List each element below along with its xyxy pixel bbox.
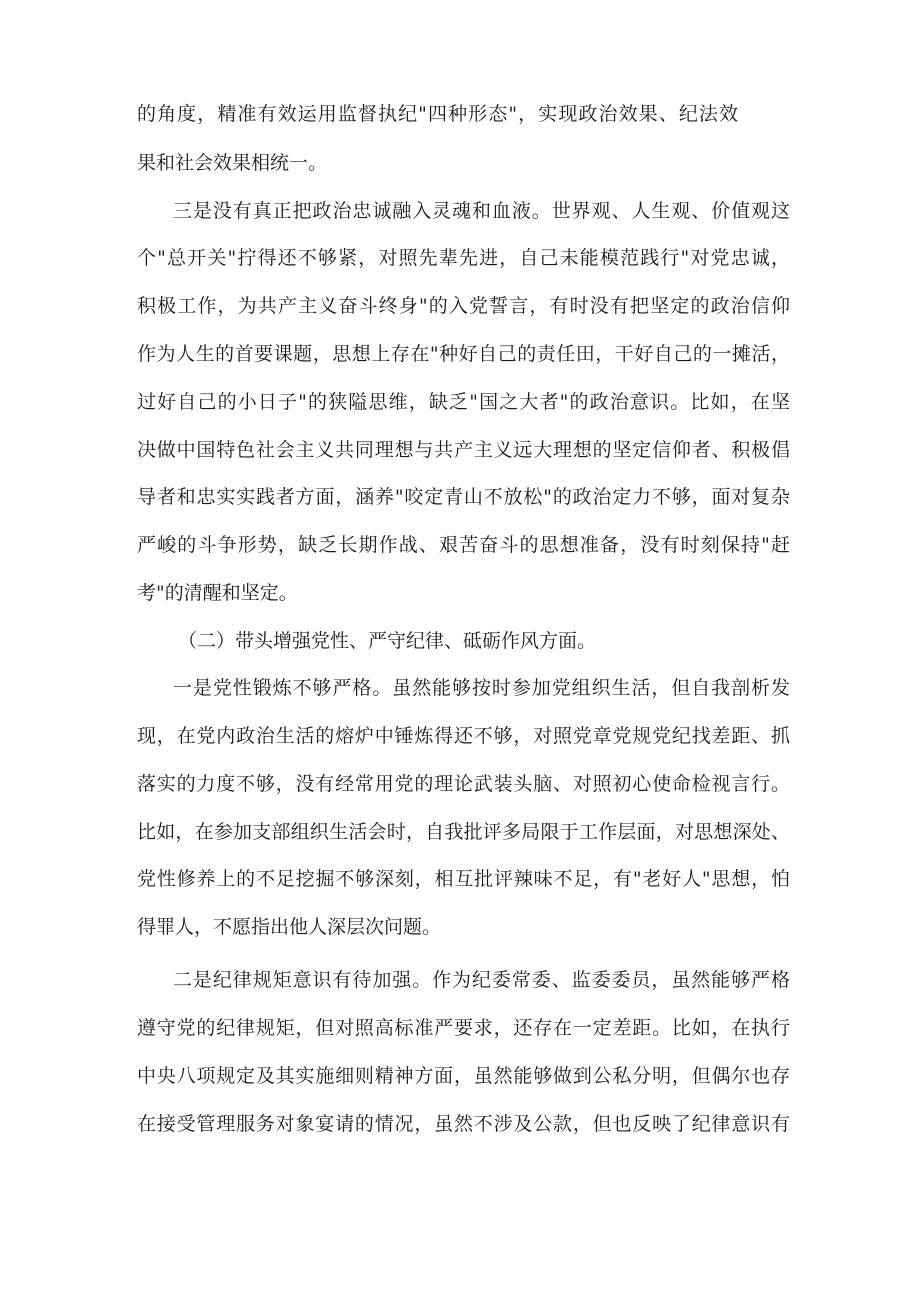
text-line: 作为人生的首要课题，思想上存在"种好自己的责任田，干好自己的一摊活， [137,343,790,365]
text-line: 落实的力度不够，没有经常用党的理论武装头脑、对照初心使命检视言行。 [137,773,790,795]
text-line: 比如，在参加支部组织生活会时，自我批评多局限于工作层面，对思想深处、 [137,821,790,843]
text-line: 三是没有真正把政治忠诚融入灵魂和血液。世界观、人生观、价值观这 [173,200,790,222]
text-line: 党性修养上的不足挖掘不够深刻，相互批评辣味不足，有"老好人"思想，怕 [137,868,790,890]
text-line: 得罪人，不愿指出他人深层次问题。 [137,916,442,938]
text-line: 二是纪律规矩意识有待加强。作为纪委常委、监委委员，虽然能够严格 [173,969,790,991]
text-line: 的角度，精准有效运用监督执纪"四种形态"，实现政治效果、纪法效 [137,103,738,125]
text-line: 果和社会效果相统一。 [137,152,328,174]
section-heading: （二）带头增强党性、严守纪律、砥砺作风方面。 [178,630,597,652]
text-line: 个"总开关"拧得还不够紧，对照先辈先进，自己未能模范践行"对党忠诚， [137,247,790,269]
text-line: 过好自己的小日子"的狭隘思维，缺乏"国之大者"的政治意识。比如，在坚 [137,391,790,413]
text-line: 在接受管理服务对象宴请的情况，虽然不涉及公款，但也反映了纪律意识有 [137,1113,790,1135]
text-line: 遵守党的纪律规矩，但对照高标准严要求，还存在一定差距。比如，在执行 [137,1017,790,1039]
text-line: 导者和忠实实践者方面，涵养"咬定青山不放松"的政治定力不够，面对复杂 [137,486,790,508]
text-line: 严峻的斗争形势，缺乏长期作战、艰苦奋斗的思想准备，没有时刻保持"赶 [137,534,790,556]
text-line: 积极工作，为共产主义奋斗终身"的入党誓言，有时没有把坚定的政治信仰 [137,295,790,317]
text-line: 现，在党内政治生活的熔炉中锤炼得还不够，对照党章党规党纪找差距、抓 [137,725,790,747]
text-line: 中央八项规定及其实施细则精神方面，虽然能够做到公私分明，但偶尔也存 [137,1065,790,1087]
text-line: 考"的清醒和坚定。 [137,582,298,604]
text-line: 一是党性锻炼不够严格。虽然能够按时参加党组织生活，但自我剖析发 [173,677,790,699]
text-line: 决做中国特色社会主义共同理想与共产主义远大理想的坚定信仰者、积极倡 [137,439,790,461]
